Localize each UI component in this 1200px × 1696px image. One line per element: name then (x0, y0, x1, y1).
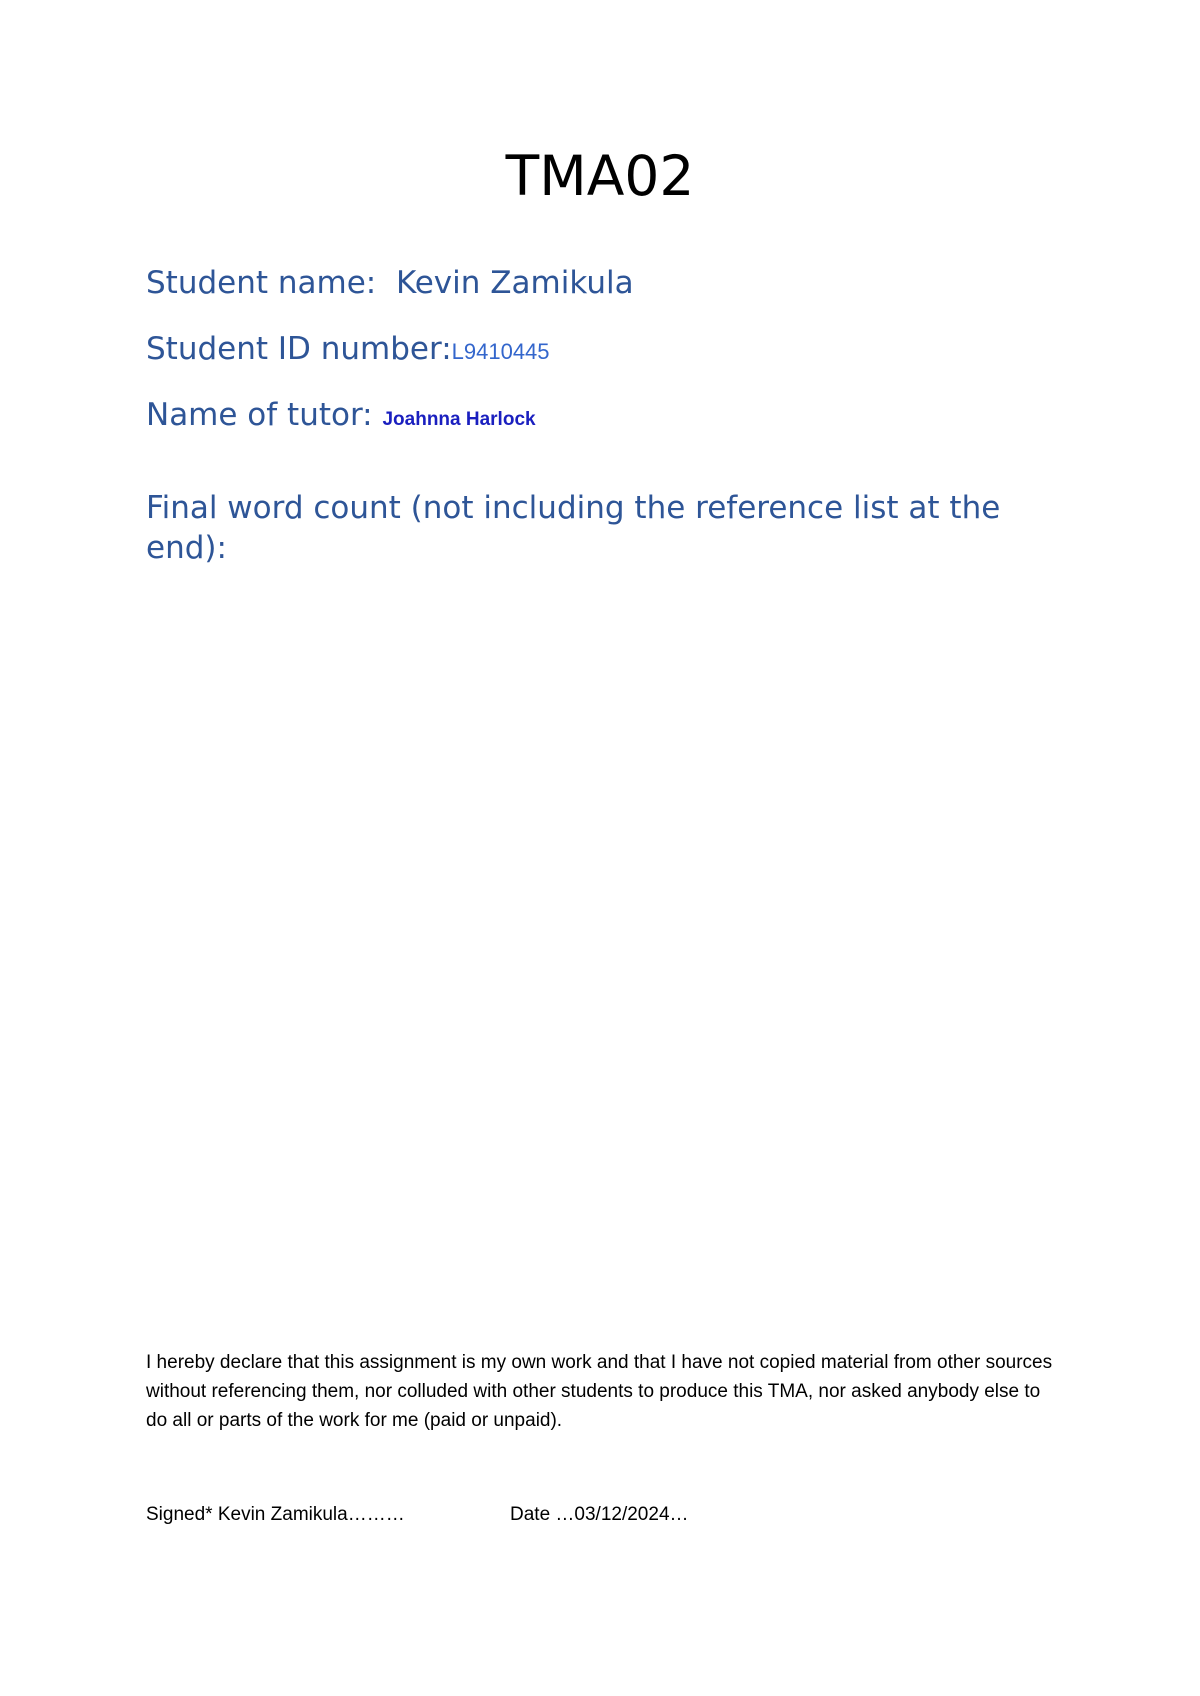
word-count-label: Final word count (not including the reference list at the end): (146, 490, 1001, 566)
tutor-line (146, 395, 536, 440)
declaration-text: I hereby declare that this assignment is my own work and that I have not copied material from other sources without referencing them, nor colluded with other students to produce this TMA, nor asked anybody else to do all or parts of the work for me (paid or unpaid). (146, 1352, 1053, 1431)
tutor-value: Joahnna Harlock (382, 409, 536, 430)
date-line: Date …03/12/2024… (510, 1504, 689, 1525)
document-title: TMA02 (505, 144, 695, 208)
student-name-line (146, 263, 634, 303)
student-id-value: L9410445 (451, 339, 550, 364)
student-name-value: Kevin Zamikula (395, 265, 634, 301)
student-name-label: Student name: (146, 265, 396, 301)
tutor-label: Name of tutor: (146, 397, 383, 433)
student-id-label: Student ID number: (146, 331, 452, 367)
student-id-line (146, 329, 550, 372)
signature-line: Signed* Kevin Zamikula……… (146, 1504, 405, 1525)
